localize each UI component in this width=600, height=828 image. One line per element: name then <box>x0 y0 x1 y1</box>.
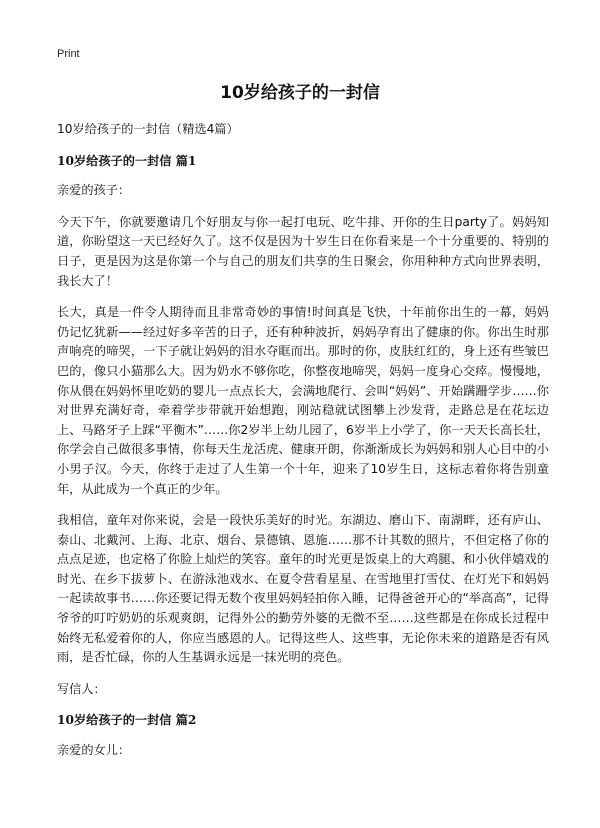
document-subtitle: 10岁给孩子的一封信（精选4篇） <box>57 122 239 136</box>
letter-paragraph: 今天下午，你就要邀请几个好朋友与你一起打电玩、吃牛排、开你的生日party了。妈妈知道，你盼望这一天已经好久了。这不仅是因为十岁生日在你看来是一个十分重要的、特别的日子，更是因为这是你第一个与自己的朋友们共享的生日聚会，你用种种方式向世界表明，我长大了！ <box>57 214 549 288</box>
document-title: 10岁给孩子的一封信 <box>220 83 380 103</box>
document-body <box>57 120 549 773</box>
letter-section-1 <box>57 152 549 700</box>
letter-greeting: 亲爱的女儿： <box>57 743 131 758</box>
letter-greeting: 亲爱的孩子： <box>57 183 131 198</box>
letter-paragraph: 长大，真是一件令人期待而且非常奇妙的事情!时间真是飞快，十年前你出生的一幕，妈妈仍记忆犹新——经过好多辛苦的日子，还有种种波折，妈妈孕育出了健康的你。你出生时那声响亮的啼哭，一下子就让妈妈的泪水夺眶而出。那时的你，皮肤红红的，身上还有些皱巴巴的，像只小猫那么大。因为奶水不够你吃，你整夜地啼哭，妈妈一度身心交瘁。慢慢地，你从偎在妈妈怀里吃奶的婴儿一点点长大，会满地爬行、会叫“妈妈”、开始蹒跚学步……你对世界充满好奇，牵着学步带就开始想跑，刚站稳就试图攀上沙发背，走路总是在花坛边上、马路牙子上踩“平衡木”……你2岁半上幼儿园了，6岁半上小学了，你一天天长高长壮，你学会自己做很多事情，你每天生龙活虎、健康开朗，你渐渐成长为妈妈和别人心目中的小小男子汉。今天，你终于走过了人生第一个十年，迎来了10岁生日，这标志着你将告别童年，从此成为一个真正的少年。 <box>57 305 549 496</box>
print-link[interactable]: Print <box>57 48 80 60</box>
section-heading: 10岁给孩子的一封信 篇2 <box>57 713 197 728</box>
letter-paragraph: 我相信，童年对你来说，会是一段快乐美好的时光。东湖边、磨山下、南湖畔，还有庐山、泰山、北戴河、上海、北京、烟台、景德镇、恩施……那不计其数的照片，不但定格了你的点点足迹，也定格了你脸上灿烂的笑容。童年的时光更是饭桌上的大鸡腿、和小伙伴嬉戏的时光、在乡下拔萝卜、在游泳池戏水、在夏令营看星星、在雪地里打雪仗、在灯光下和妈妈一起读故事书……你还要记得无数个夜里妈妈轻拍你入睡，记得爸爸开心的“举高高”，记得爷爷的叮咛奶奶的乐观爽朗，记得外公的勤劳外婆的无微不至……这些都是在你成长过程中始终无私爱着你的人，你应当感恩的人。记得这些人、这些事，无论你未来的道路是否有风雨，是否忙碌，你的人生基调永远是一抹光明的亮色。 <box>57 513 549 665</box>
letter-section-2 <box>57 711 549 760</box>
letter-signoff: 写信人： <box>57 681 106 696</box>
section-heading: 10岁给孩子的一封信 篇1 <box>57 153 197 168</box>
